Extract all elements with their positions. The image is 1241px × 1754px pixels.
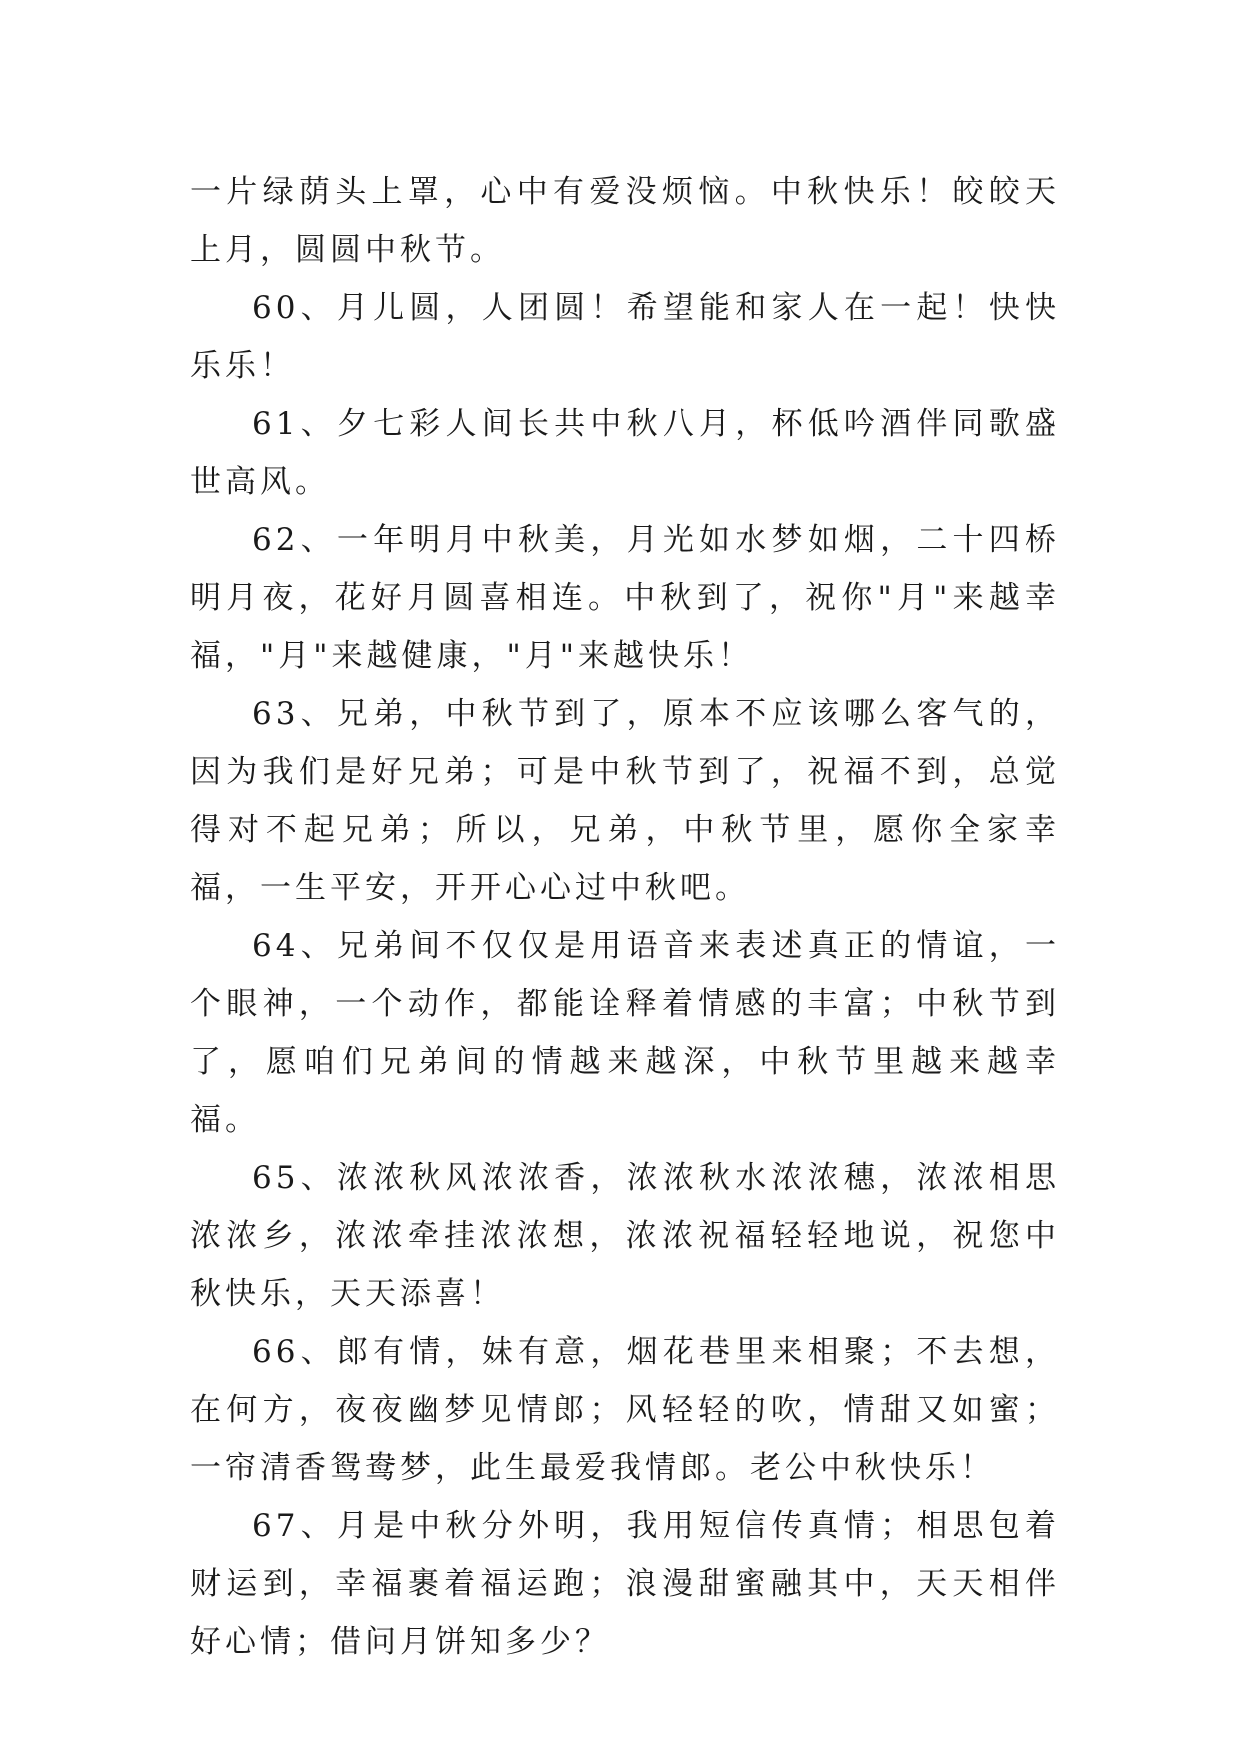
paragraph-64: 64、兄弟间不仅仅是用语音来表述真正的情谊，一个眼神，一个动作，都能诠释着情感的丰富；中秋节到了，愿咱们兄弟间的情越来越深，中秋节里越来越幸福。	[190, 928, 1060, 1138]
paragraph-67: 67、月是中秋分外明，我用短信传真情；相思包着财运到，幸福裹着福运跑；浪漫甜蜜融其中，天天相伴好心情；借问月饼知多少？	[190, 1508, 1060, 1660]
paragraph-63: 63、兄弟，中秋节到了，原本不应该哪么客气的，因为我们是好兄弟；可是中秋节到了，祝福不到，总觉得对不起兄弟；所以，兄弟，中秋节里，愿你全家幸福，一生平安，开开心心过中秋吧。	[190, 696, 1060, 906]
paragraph-60: 60、月儿圆，人团圆！希望能和家人在一起！快快乐乐！	[190, 290, 1060, 384]
paragraph-61: 61、夕七彩人间长共中秋八月，杯低吟酒伴同歌盛世高风。	[190, 406, 1060, 500]
paragraph-66: 66、郎有情，妹有意，烟花巷里来相聚；不去想，在何方，夜夜幽梦见情郎；风轻轻的吹，情甜又如蜜；一帘清香鸳鸯梦，此生最爱我情郎。老公中秋快乐！	[190, 1334, 1060, 1486]
paragraph-65: 65、浓浓秋风浓浓香，浓浓秋水浓浓穗，浓浓相思浓浓乡，浓浓牵挂浓浓想，浓浓祝福轻轻地说，祝您中秋快乐，天天添喜！	[190, 1160, 1060, 1312]
paragraph-62: 62、一年明月中秋美，月光如水梦如烟，二十四桥明月夜，花好月圆喜相连。中秋到了，祝你"月"来越幸福，"月"来越健康，"月"来越快乐！	[190, 522, 1060, 674]
paragraph-intro: 一片绿荫头上罩，心中有爱没烦恼。中秋快乐！皎皎天上月，圆圆中秋节。	[190, 174, 1060, 268]
document-body	[190, 163, 1060, 1671]
